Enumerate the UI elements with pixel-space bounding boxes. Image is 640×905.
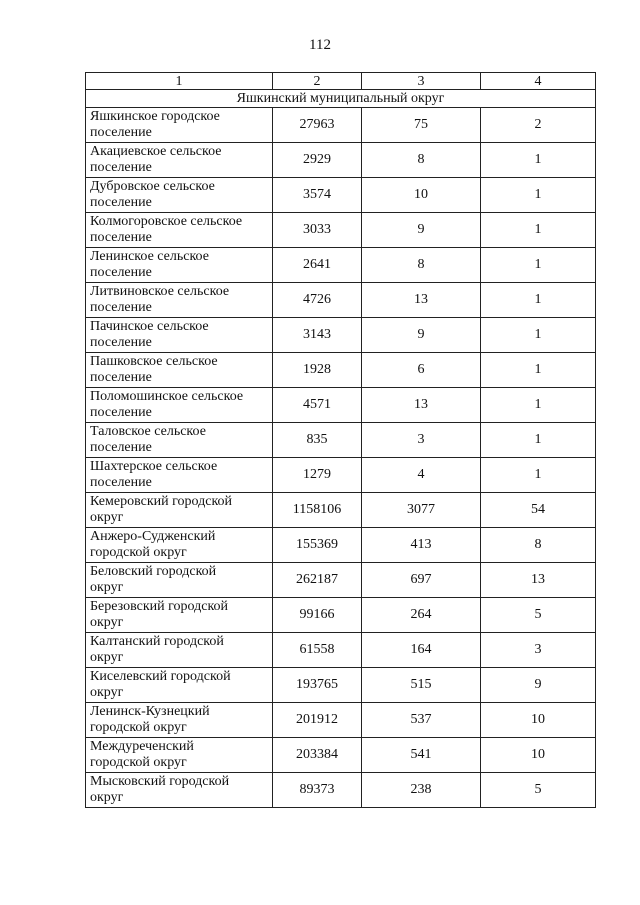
column-2-cell: 201912 <box>273 703 362 738</box>
data-table <box>85 72 596 808</box>
column-2-cell: 2929 <box>273 143 362 178</box>
column-2-cell: 193765 <box>273 668 362 703</box>
municipality-name-line: округ <box>90 790 124 805</box>
municipality-name-cell <box>86 248 273 283</box>
column-3-cell: 9 <box>362 213 481 248</box>
municipality-name-line: поселение <box>90 440 152 455</box>
column-2-cell: 835 <box>273 423 362 458</box>
municipality-name-cell <box>86 143 273 178</box>
municipality-name-cell <box>86 108 273 143</box>
column-3-cell: 4 <box>362 458 481 493</box>
municipality-name-line: поселение <box>90 475 152 490</box>
column-3-cell: 697 <box>362 563 481 598</box>
municipality-name-line: Ленинск-Кузнецкий <box>90 704 210 719</box>
municipality-name-cell <box>86 773 273 808</box>
column-4-cell: 2 <box>481 108 596 143</box>
column-2-cell: 4726 <box>273 283 362 318</box>
column-3-cell: 75 <box>362 108 481 143</box>
municipality-name-line: округ <box>90 615 124 630</box>
column-2-cell: 1928 <box>273 353 362 388</box>
municipality-name-line: Междуреченский <box>90 739 194 754</box>
table-row <box>86 283 596 318</box>
column-4-cell: 1 <box>481 213 596 248</box>
municipality-name-line: Беловский городской <box>90 564 217 579</box>
column-4-cell: 3 <box>481 633 596 668</box>
table-row <box>86 213 596 248</box>
column-4-cell: 1 <box>481 178 596 213</box>
column-2-cell: 2641 <box>273 248 362 283</box>
column-2-cell: 61558 <box>273 633 362 668</box>
table-row <box>86 248 596 283</box>
column-2-cell: 89373 <box>273 773 362 808</box>
column-header-3: 3 <box>362 73 481 90</box>
municipality-name-line: поселение <box>90 335 152 350</box>
column-4-cell: 54 <box>481 493 596 528</box>
column-2-cell: 99166 <box>273 598 362 633</box>
municipality-name-line: Яшкинское городское <box>90 109 220 124</box>
column-2-cell: 1279 <box>273 458 362 493</box>
column-3-cell: 6 <box>362 353 481 388</box>
column-4-cell: 9 <box>481 668 596 703</box>
municipality-name-line: городской округ <box>90 720 187 735</box>
table-row <box>86 493 596 528</box>
table-row <box>86 773 596 808</box>
column-2-cell: 262187 <box>273 563 362 598</box>
municipality-name-cell <box>86 353 273 388</box>
municipality-name-line: Пашковское сельское <box>90 354 218 369</box>
municipality-name-line: Акациевское сельское <box>90 144 222 159</box>
column-3-cell: 10 <box>362 178 481 213</box>
column-4-cell: 10 <box>481 703 596 738</box>
column-4-cell: 8 <box>481 528 596 563</box>
municipality-name-cell <box>86 598 273 633</box>
municipality-name-line: Калтанский городской <box>90 634 224 649</box>
municipality-name-line: округ <box>90 685 124 700</box>
municipality-name-line: Таловское сельское <box>90 424 206 439</box>
municipality-name-cell <box>86 388 273 423</box>
municipality-name-line: Колмогоровское сельское <box>90 214 243 229</box>
column-3-cell: 541 <box>362 738 481 773</box>
municipality-name-line: поселение <box>90 405 152 420</box>
table-row <box>86 633 596 668</box>
municipality-name-line: городской округ <box>90 755 187 770</box>
table-body <box>86 73 596 808</box>
column-4-cell: 1 <box>481 458 596 493</box>
column-4-cell: 5 <box>481 773 596 808</box>
municipality-name-cell <box>86 703 273 738</box>
column-3-cell: 13 <box>362 283 481 318</box>
column-3-cell: 515 <box>362 668 481 703</box>
municipality-name-line: Дубровское сельское <box>90 179 215 194</box>
column-2-cell: 3574 <box>273 178 362 213</box>
table-row <box>86 738 596 773</box>
municipality-name-cell <box>86 423 273 458</box>
table-row <box>86 143 596 178</box>
column-3-cell: 264 <box>362 598 481 633</box>
municipality-name-line: Кемеровский городской <box>90 494 233 509</box>
municipality-name-line: Березовский городской <box>90 599 229 614</box>
municipality-name-line: поселение <box>90 160 152 175</box>
column-3-cell: 537 <box>362 703 481 738</box>
column-header-1: 1 <box>86 73 273 90</box>
municipality-name-cell <box>86 213 273 248</box>
municipality-name-line: округ <box>90 510 124 525</box>
table-row <box>86 528 596 563</box>
municipality-name-line: Киселевский городской <box>90 669 231 684</box>
municipality-name-line: поселение <box>90 370 152 385</box>
municipality-name-cell <box>86 633 273 668</box>
column-2-cell: 27963 <box>273 108 362 143</box>
table-row <box>86 668 596 703</box>
column-4-cell: 1 <box>481 423 596 458</box>
municipality-name-line: Анжеро-Судженский <box>90 529 216 544</box>
column-4-cell: 10 <box>481 738 596 773</box>
table-row <box>86 423 596 458</box>
column-2-cell: 203384 <box>273 738 362 773</box>
column-2-cell: 3143 <box>273 318 362 353</box>
municipality-name-line: округ <box>90 650 124 665</box>
municipality-name-line: Поломошинское сельское <box>90 389 244 404</box>
municipality-name-line: Литвиновское сельское <box>90 284 230 299</box>
municipality-name-cell <box>86 493 273 528</box>
column-3-cell: 3077 <box>362 493 481 528</box>
municipality-name-line: Мысковский городской <box>90 774 230 789</box>
column-header-2: 2 <box>273 73 362 90</box>
section-title: Яшкинский муниципальный округ <box>86 90 596 108</box>
column-4-cell: 13 <box>481 563 596 598</box>
column-2-cell: 3033 <box>273 213 362 248</box>
municipality-name-line: поселение <box>90 195 152 210</box>
municipality-name-line: Ленинское сельское <box>90 249 209 264</box>
municipality-name-cell <box>86 738 273 773</box>
column-3-cell: 8 <box>362 143 481 178</box>
column-3-cell: 13 <box>362 388 481 423</box>
column-3-cell: 413 <box>362 528 481 563</box>
column-3-cell: 238 <box>362 773 481 808</box>
column-4-cell: 5 <box>481 598 596 633</box>
municipality-name-cell <box>86 318 273 353</box>
table-row <box>86 563 596 598</box>
column-3-cell: 8 <box>362 248 481 283</box>
column-3-cell: 9 <box>362 318 481 353</box>
column-4-cell: 1 <box>481 353 596 388</box>
column-4-cell: 1 <box>481 318 596 353</box>
column-2-cell: 155369 <box>273 528 362 563</box>
table-row <box>86 318 596 353</box>
municipality-name-cell <box>86 178 273 213</box>
column-3-cell: 3 <box>362 423 481 458</box>
table-header-row <box>86 73 596 90</box>
column-4-cell: 1 <box>481 283 596 318</box>
column-4-cell: 1 <box>481 388 596 423</box>
table-row <box>86 703 596 738</box>
municipality-name-line: Шахтерское сельское <box>90 459 218 474</box>
column-4-cell: 1 <box>481 248 596 283</box>
municipality-name-line: Пачинское сельское <box>90 319 209 334</box>
table-row <box>86 598 596 633</box>
municipality-name-cell <box>86 668 273 703</box>
municipality-name-line: городской округ <box>90 545 187 560</box>
column-3-cell: 164 <box>362 633 481 668</box>
table-row <box>86 458 596 493</box>
column-header-4: 4 <box>481 73 596 90</box>
page-number: 112 <box>309 37 331 53</box>
table-row <box>86 388 596 423</box>
municipality-name-line: поселение <box>90 300 152 315</box>
municipality-name-line: поселение <box>90 230 152 245</box>
municipality-name-line: округ <box>90 580 124 595</box>
column-2-cell: 1158106 <box>273 493 362 528</box>
municipality-name-line: поселение <box>90 265 152 280</box>
municipality-name-cell <box>86 528 273 563</box>
municipality-name-cell <box>86 458 273 493</box>
municipality-name-cell <box>86 283 273 318</box>
municipality-name-line: поселение <box>90 125 152 140</box>
table-row <box>86 178 596 213</box>
section-row <box>86 90 596 108</box>
municipality-name-cell <box>86 563 273 598</box>
column-4-cell: 1 <box>481 143 596 178</box>
table-row <box>86 353 596 388</box>
table-row <box>86 108 596 143</box>
column-2-cell: 4571 <box>273 388 362 423</box>
